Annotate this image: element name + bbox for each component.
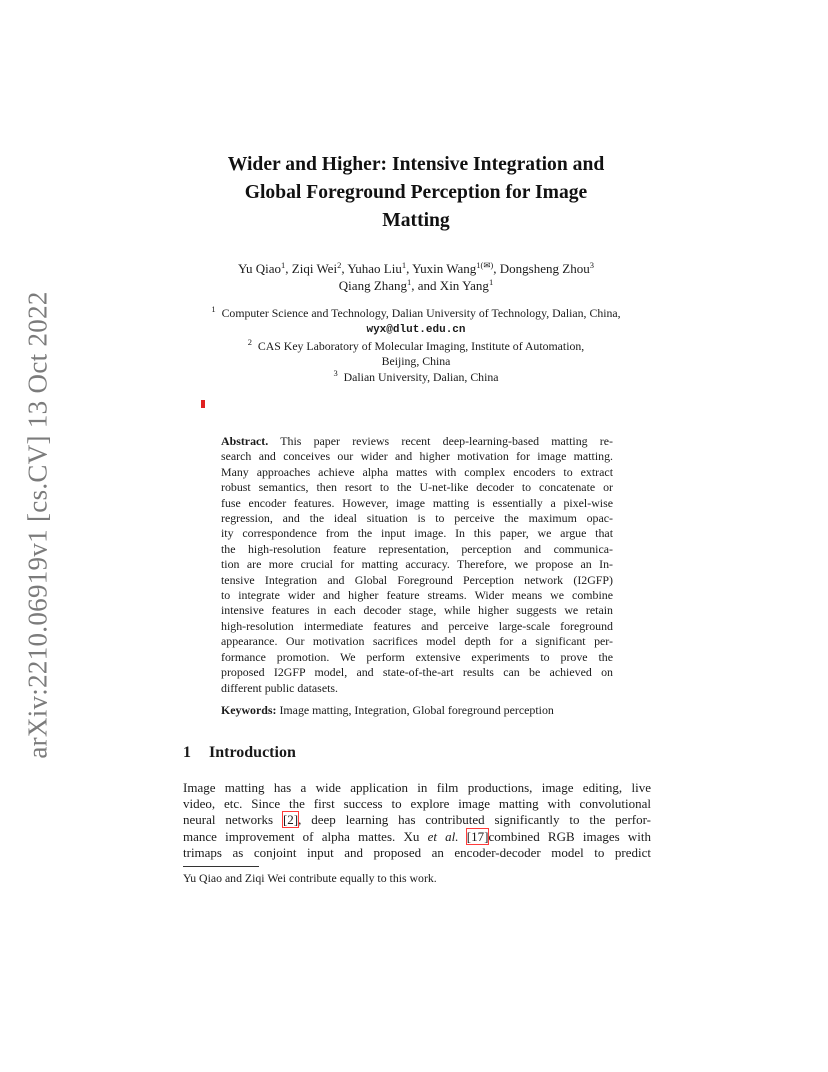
body-line: Image matting has a wide application in film productions, image editing, live — [183, 780, 651, 795]
body-text-segment: mance improvement of alpha mattes. Xu — [183, 828, 428, 844]
abstract-line: Many approaches achieve alpha mattes with complex encoders to extract — [221, 464, 613, 479]
abstract-line: the high-resolution feature representation, perception and communica- — [221, 541, 613, 556]
abstract — [221, 434, 613, 696]
title-line-1: Wider and Higher: Intensive Integration and — [227, 154, 605, 175]
section-number: 1 — [183, 744, 191, 761]
abstract-line: proposed I2GFP model, and state-of-the-art results can be achieved on — [221, 665, 613, 680]
author-name: Qiang Zhang — [338, 278, 408, 293]
author-name: Ziqi Wei — [291, 261, 338, 276]
abstract-line: appearance. Our motivation sacrifices model depth for a significant per- — [221, 634, 613, 649]
body-line: video, etc. Since the first success to explore image matting with convolutional — [183, 796, 651, 812]
link-marker — [201, 400, 205, 408]
introduction-paragraph — [183, 780, 651, 861]
abstract-line: high-resolution intermediate features and perceive large-scale foreground — [221, 618, 613, 633]
title-line-2: Global Foreground Perception for Image — [244, 182, 588, 203]
footnote-divider — [183, 866, 259, 867]
keywords — [221, 703, 613, 718]
author-affiliation-mark: 1 — [407, 277, 412, 287]
title-line-3: Matting — [382, 210, 450, 231]
abstract-line: search and conceives our wider and higher motivation for image matting. — [221, 449, 613, 464]
citation-link[interactable]: [2] — [282, 812, 299, 828]
abstract-line — [221, 434, 613, 449]
paper-title — [160, 151, 672, 235]
abstract-line: different public datasets. — [221, 680, 338, 695]
section-title: Introduction — [209, 744, 296, 761]
abstract-line: robust semantics, then resort to the U-net-like decoder to concatenate or — [221, 480, 613, 495]
author-affiliation-mark: 1(✉) — [476, 260, 494, 270]
affiliation-mark: 1 — [211, 304, 216, 314]
affiliation-text: Computer Science and Technology, Dalian University of Technology, Dalian, China, — [221, 306, 621, 320]
abstract-line: tensive Integration and Global Foreground Perception network (I2GFP) — [221, 572, 613, 587]
author-affiliation-mark: 1 — [401, 260, 407, 270]
contact-email — [130, 321, 702, 338]
author-affiliation-mark: 1 — [281, 260, 286, 270]
body-text-segment: neural networks — [183, 812, 283, 828]
affiliations — [130, 306, 702, 385]
body-line — [183, 812, 651, 828]
affiliation-mark: 3 — [333, 367, 338, 378]
arxiv-identifier-stamp: arXiv:2210.06919v1 [cs.CV] 13 Oct 2022 — [22, 291, 53, 759]
affiliation-2 — [130, 336, 702, 354]
author-name: Yu Qiao — [238, 261, 282, 276]
body-line — [183, 829, 651, 845]
affiliation-2-cont: Beijing, China — [381, 354, 451, 369]
abstract-line: tion are more crucial for matting accuracy. Therefore, we propose an In- — [221, 557, 613, 572]
et-al-text: et al. — [427, 828, 459, 844]
abstract-line: regression, and the ideal situation is to perceive the maximum opac- — [221, 511, 613, 526]
body-text-segment: combined RGB images with — [488, 828, 652, 844]
body-text-segment — [459, 829, 467, 844]
footnote: Yu Qiao and Ziqi Wei contribute equally to this work. — [183, 871, 437, 885]
author-name: Yuxin Wang — [412, 261, 477, 276]
author-affiliation-mark: 1 — [488, 277, 494, 287]
abstract-line: formance promotion. We perform extensive experiments to prove the — [221, 649, 613, 664]
citation-link[interactable]: [17] — [466, 828, 489, 844]
author-affiliation-mark: 3 — [589, 260, 594, 270]
email-link[interactable]: wyx@dlut.edu.cn — [366, 324, 466, 337]
abstract-line-text: This paper reviews recent deep-learning-based matting re- — [280, 434, 613, 448]
section-heading — [183, 744, 296, 762]
author-name: Yuhao Liu — [347, 261, 402, 276]
abstract-line: to integrate wider and higher feature streams. Wider means we combine — [221, 588, 613, 603]
abstract-label: Abstract. — [221, 434, 269, 448]
affiliation-mark: 2 — [247, 336, 252, 347]
affiliation-3 — [130, 367, 702, 385]
abstract-line: intensive features in each decoder stage, while higher suggests we retain — [221, 603, 613, 618]
abstract-line: fuse encoder features. However, image matting is essentially a pixel-wise — [221, 495, 613, 510]
author-affiliation-mark: 2 — [337, 260, 342, 270]
affiliation-1 — [130, 306, 702, 321]
author-list — [130, 260, 702, 294]
affiliation-text: Dalian University, Dalian, China — [343, 369, 499, 384]
affiliation-text: CAS Key Laboratory of Molecular Imaging, Institute of Automation, — [257, 338, 585, 353]
author-line-2: Qiang Zhang$^1$, and Xin Yang$^1$ — [338, 277, 494, 293]
author-name: Dongsheng Zhou — [499, 261, 590, 276]
body-line: trimaps as conjoint input and proposed an encoder-decoder model to predict — [183, 844, 651, 860]
abstract-line: ity correspondence from the input image. In this paper, we argue that — [221, 526, 613, 541]
author-line-1: Yu Qiao$^1$, Ziqi Wei$^2$, Yuhao Liu$^1$, Yuxin Wang$^{1(✉)}$, Dongsheng Zhou$^3$ — [238, 260, 594, 276]
keywords-label: Keywords: — [221, 703, 277, 717]
keywords-text: Image matting, Integration, Global foreground perception — [279, 703, 554, 717]
author-name: and Xin Yang — [417, 278, 489, 293]
body-text-segment: , deep learning has contributed significantly to the perfor- — [298, 812, 651, 828]
